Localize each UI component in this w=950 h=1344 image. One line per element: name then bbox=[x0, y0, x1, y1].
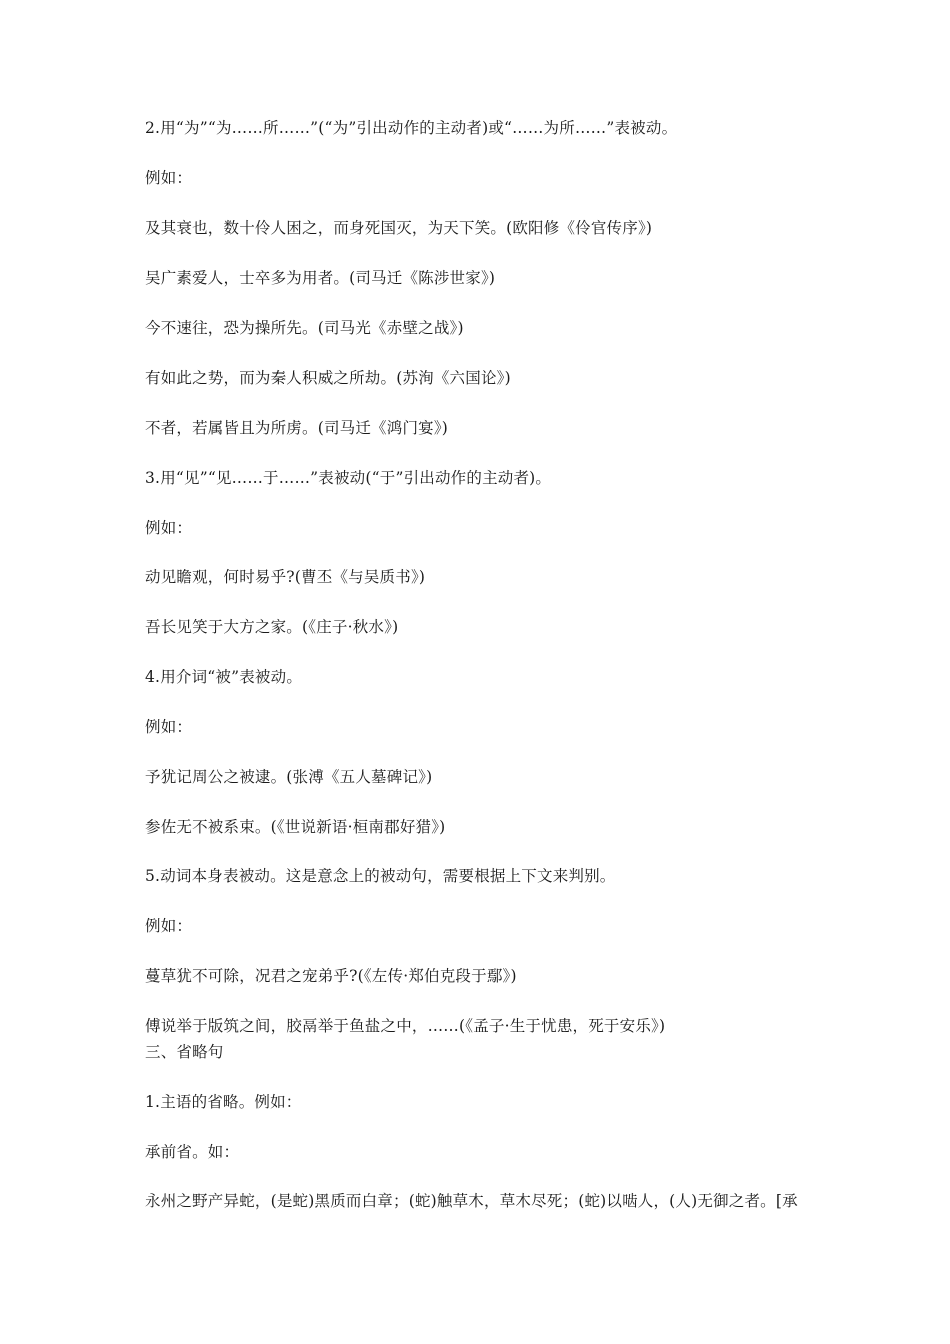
example-quote: 吴广素爱人，士卒多为用者。(司马迁《陈涉世家》) bbox=[145, 269, 496, 287]
example-quote: 参佐无不被系束。(《世说新语·桓南郡好猎》) bbox=[145, 818, 446, 836]
example-label: 例如： bbox=[145, 169, 193, 187]
example-quote: 傅说举于版筑之间，胶鬲举于鱼盐之中，……(《孟子·生于忧患，死于安乐》) bbox=[145, 1017, 666, 1035]
paragraph-heading-1: 1.主语的省略。例如： bbox=[145, 1093, 302, 1111]
example-label: 例如： bbox=[145, 917, 193, 935]
example-quote: 吾长见笑于大方之家。(《庄子·秋水》) bbox=[145, 618, 399, 636]
example-quote: 及其衰也，数十伶人困之，而身死国灭，为天下笑。(欧阳修《伶官传序》) bbox=[145, 219, 653, 237]
example-label: 例如： bbox=[145, 519, 193, 537]
example-quote: 有如此之势，而为秦人积威之所劫。(苏洵《六国论》) bbox=[145, 369, 511, 387]
paragraph-heading-3: 3.用“见”“见……于……”表被动(“于”引出动作的主动者)。 bbox=[145, 469, 552, 487]
example-quote: 今不速往，恐为操所先。(司马光《赤壁之战》) bbox=[145, 319, 464, 337]
example-label: 例如： bbox=[145, 718, 193, 736]
sub-heading: 承前省。如： bbox=[145, 1143, 240, 1161]
paragraph-heading-5: 5.动词本身表被动。这是意念上的被动句，需要根据上下文来判别。 bbox=[145, 867, 616, 885]
example-quote: 不者，若属皆且为所虏。(司马迁《鸿门宴》) bbox=[145, 419, 449, 437]
paragraph-heading-2: 2.用“为”“为……所……”(“为”引出动作的主动者)或“……为所……”表被动。 bbox=[145, 119, 678, 137]
example-quote: 蔓草犹不可除，况君之宠弟乎?(《左传·郑伯克段于鄢》) bbox=[145, 967, 517, 985]
example-quote: 永州之野产异蛇，(是蛇)黑质而白章；(蛇)触草木，草木尽死；(蛇)以啮人，(人)无御之者。[承 bbox=[145, 1192, 798, 1210]
section-heading: 三、省略句 bbox=[145, 1043, 224, 1061]
paragraph-heading-4: 4.用介词“被”表被动。 bbox=[145, 668, 303, 686]
example-quote: 予犹记周公之被逮。(张溥《五人墓碑记》) bbox=[145, 768, 433, 786]
example-quote: 动见瞻观，何时易乎?(曹丕《与吴质书》) bbox=[145, 568, 426, 586]
